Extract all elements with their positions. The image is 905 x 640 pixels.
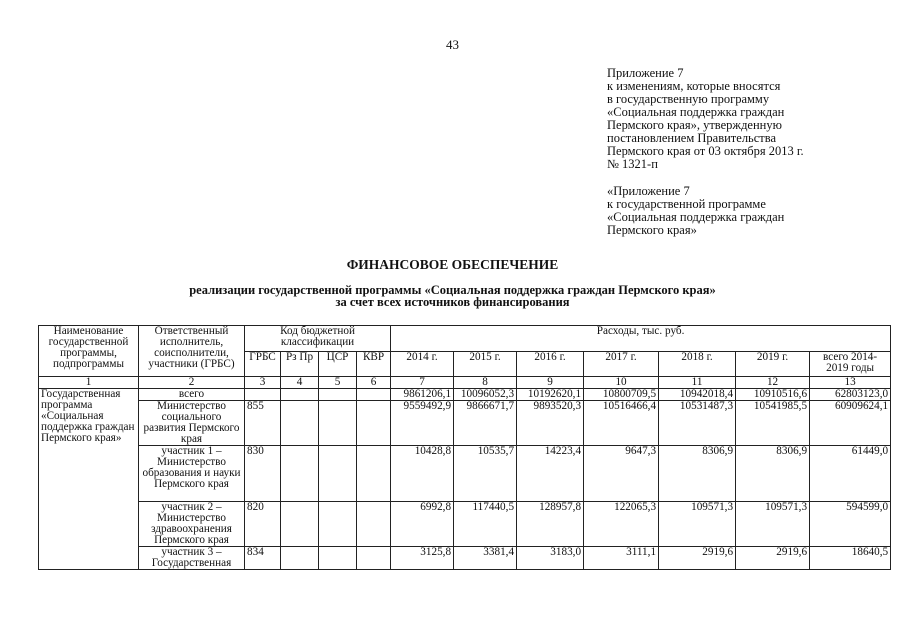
value-2019: 2919,6: [736, 547, 810, 570]
value-total: 61449,0: [810, 446, 891, 502]
appendix-line: к государственной программе: [607, 197, 766, 211]
csr-cell: [319, 502, 357, 547]
csr-cell: [319, 389, 357, 401]
grbs-cell: 834: [245, 547, 281, 570]
subtitle-line: за счет всех источников финансирования: [335, 295, 570, 309]
rzpr-cell: [281, 446, 319, 502]
table-row: [39, 502, 891, 547]
value-2018: 2919,6: [659, 547, 736, 570]
table-row: [39, 446, 891, 502]
value-2015: 9866671,7: [454, 401, 517, 446]
appendix-line: постановлением Правительства: [607, 131, 777, 145]
csr-cell: [319, 401, 357, 446]
table-row: [39, 401, 891, 446]
value-2018: 8306,9: [659, 446, 736, 502]
value-2016: 3183,0: [517, 547, 584, 570]
executor-cell: участник 1 – Министерство образования и науки Пермского края: [139, 446, 245, 502]
value-2014: 9861206,1: [391, 389, 454, 401]
column-number: 7: [391, 377, 454, 389]
subtitle-line: реализации государственной программы «Социальная поддержка граждан Пермского края»: [189, 283, 716, 297]
appendix-line: к изменениям, которые вносятся: [607, 79, 781, 93]
grbs-cell: 830: [245, 446, 281, 502]
grbs-cell: 820: [245, 502, 281, 547]
header-2014: 2014 г.: [391, 351, 454, 377]
value-2019: 109571,3: [736, 502, 810, 547]
value-2016: 14223,4: [517, 446, 584, 502]
kvr-cell: [357, 401, 391, 446]
appendix-line: Пермского края от 03 октября 2013 г.: [607, 144, 804, 158]
column-number: 10: [584, 377, 659, 389]
value-2019: 8306,9: [736, 446, 810, 502]
header-kvr: КВР: [357, 351, 391, 377]
header-row: [39, 326, 891, 352]
column-number: 9: [517, 377, 584, 389]
value-total: 594599,0: [810, 502, 891, 547]
value-2015: 10535,7: [454, 446, 517, 502]
grbs-cell: 855: [245, 401, 281, 446]
header-grbs: ГРБС: [245, 351, 281, 377]
document-subtitle: [0, 284, 905, 308]
value-2017: 122065,3: [584, 502, 659, 547]
value-2017: 9647,3: [584, 446, 659, 502]
value-2017: 3111,1: [584, 547, 659, 570]
table-row: [39, 389, 891, 401]
rzpr-cell: [281, 389, 319, 401]
value-2016: 9893520,3: [517, 401, 584, 446]
value-2015: 3381,4: [454, 547, 517, 570]
column-number: 6: [357, 377, 391, 389]
value-2017: 10516466,4: [584, 401, 659, 446]
header-executor: Ответственный исполнитель, соисполнители, участники (ГРБС): [139, 326, 245, 377]
executor-cell: всего: [139, 389, 245, 401]
header-2019: 2019 г.: [736, 351, 810, 377]
executor-cell: Министерство социального развития Пермского края: [139, 401, 245, 446]
rzpr-cell: [281, 547, 319, 570]
document-title: ФИНАНСОВОЕ ОБЕСПЕЧЕНИЕ: [346, 257, 559, 272]
value-2019: 10910516,6: [736, 389, 810, 401]
appendix-line: Пермского края»: [607, 223, 697, 237]
appendix-line: № 1321-п: [607, 157, 658, 171]
value-2018: 10531487,3: [659, 401, 736, 446]
value-2018: 10942018,4: [659, 389, 736, 401]
appendix-line: Приложение 7: [607, 66, 684, 80]
column-number: 1: [39, 377, 139, 389]
kvr-cell: [357, 446, 391, 502]
value-2015: 10096052,3: [454, 389, 517, 401]
csr-cell: [319, 446, 357, 502]
appendix-line: «Социальная поддержка граждан: [607, 210, 785, 224]
value-2016: 128957,8: [517, 502, 584, 547]
appendix-line: «Приложение 7: [607, 184, 690, 198]
finance-table: [38, 325, 891, 570]
header-budget-code: Код бюджетной классификации: [245, 326, 391, 352]
value-total: 18640,5: [810, 547, 891, 570]
value-2014: 10428,8: [391, 446, 454, 502]
appendix-line: Пермского края», утвержденную: [607, 118, 782, 132]
kvr-cell: [357, 389, 391, 401]
appendix-block: [607, 67, 804, 237]
header-2017: 2017 г.: [584, 351, 659, 377]
header-rzpr: Рз Пр: [281, 351, 319, 377]
column-number: 8: [454, 377, 517, 389]
column-number: 2: [139, 377, 245, 389]
kvr-cell: [357, 502, 391, 547]
csr-cell: [319, 547, 357, 570]
value-2014: 3125,8: [391, 547, 454, 570]
column-number-row: [39, 377, 891, 389]
column-number: 3: [245, 377, 281, 389]
value-total: 60909624,1: [810, 401, 891, 446]
executor-cell: участник 3 – Государственная: [139, 547, 245, 570]
header-expenses: Расходы, тыс. руб.: [391, 326, 891, 352]
column-number: 11: [659, 377, 736, 389]
column-number: 5: [319, 377, 357, 389]
value-2019: 10541985,5: [736, 401, 810, 446]
program-name-cell: Государственная программа «Социальная поддержка граждан Пермского края»: [39, 389, 139, 570]
value-2014: 6992,8: [391, 502, 454, 547]
header-2018: 2018 г.: [659, 351, 736, 377]
header-2016: 2016 г.: [517, 351, 584, 377]
value-total: 62803123,0: [810, 389, 891, 401]
value-2017: 10800709,5: [584, 389, 659, 401]
value-2018: 109571,3: [659, 502, 736, 547]
appendix-line: в государственную программу: [607, 92, 770, 106]
kvr-cell: [357, 547, 391, 570]
column-number: 13: [810, 377, 891, 389]
column-number: 4: [281, 377, 319, 389]
grbs-cell: [245, 389, 281, 401]
header-csr: ЦСР: [319, 351, 357, 377]
value-2015: 117440,5: [454, 502, 517, 547]
rzpr-cell: [281, 401, 319, 446]
executor-cell: участник 2 – Министерство здравоохранения Пермского края: [139, 502, 245, 547]
page-number: 43: [446, 37, 459, 52]
rzpr-cell: [281, 502, 319, 547]
header-2015: 2015 г.: [454, 351, 517, 377]
value-2014: 9559492,9: [391, 401, 454, 446]
column-number: 12: [736, 377, 810, 389]
header-name: Наименование государственной программы, подпрограммы: [39, 326, 139, 377]
value-2016: 10192620,1: [517, 389, 584, 401]
header-total: всего 2014-2019 годы: [810, 351, 891, 377]
table-row: [39, 547, 891, 570]
appendix-line: «Социальная поддержка граждан: [607, 105, 785, 119]
